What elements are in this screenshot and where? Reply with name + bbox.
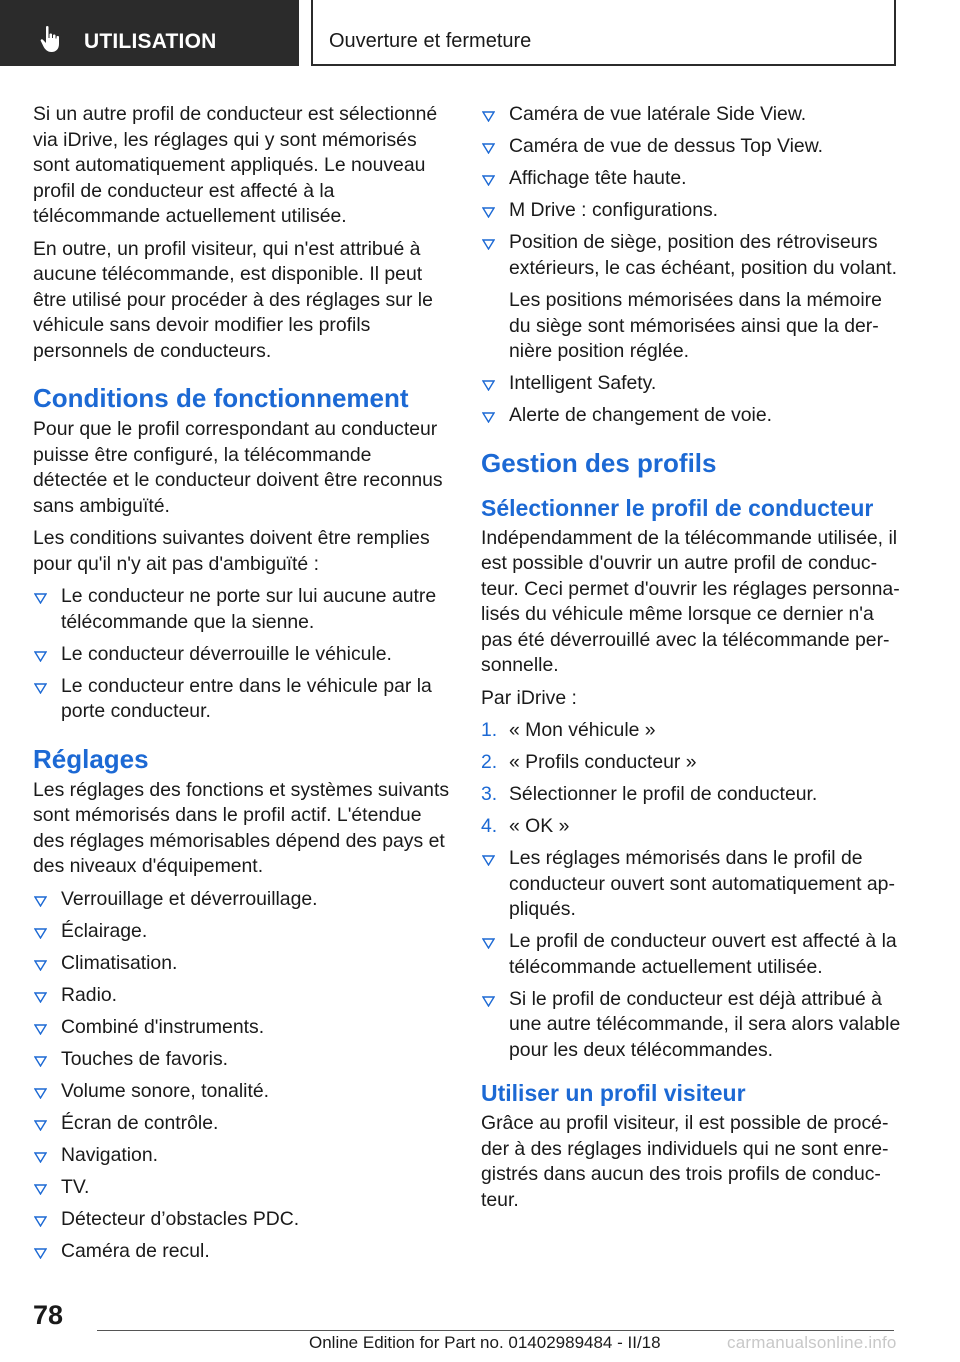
list-item: Touches de favoris. <box>33 1047 451 1073</box>
list-item: Verrouillage et déverrouillage. <box>33 887 451 913</box>
page-number: 78 <box>33 1300 64 1330</box>
triangle-bullet-icon <box>34 928 47 939</box>
subsection-tab <box>311 0 896 66</box>
conditions-list <box>33 584 451 725</box>
settings-list-continued <box>481 102 901 429</box>
heading-reglages: Réglages <box>33 743 149 774</box>
list-item: M Drive : configurations. <box>481 198 901 224</box>
paragraph: Grâce au profil visiteur, il est possible de procéder à des réglages individuels qui ne sont enregistrés dans aucun des trois profils de conducteur. <box>481 1112 889 1211</box>
right-column <box>481 102 901 1220</box>
triangle-bullet-icon <box>482 996 495 1007</box>
step-item: 4. « OK » <box>481 814 901 840</box>
list-item: Climatisation. <box>33 951 451 977</box>
list-item: Combiné d'instruments. <box>33 1015 451 1041</box>
list-item: Le conducteur entre dans le véhicule par la porte conducteur. <box>33 674 451 725</box>
triangle-bullet-icon <box>34 1024 47 1035</box>
triangle-bullet-icon <box>34 651 47 662</box>
triangle-bullet-icon <box>34 683 47 694</box>
footer-divider <box>97 1330 894 1331</box>
list-item: Caméra de vue de dessus Top View. <box>481 134 901 160</box>
step-number: 2. <box>481 751 498 773</box>
triangle-bullet-icon <box>34 1184 47 1195</box>
results-list <box>481 846 901 1063</box>
step-item: 2. « Profils conducteur » <box>481 750 901 776</box>
list-item: Le profil de conducteur ouvert est affecté à la télécommande actuellement utilisée. <box>481 929 901 980</box>
section-title: UTILISATION <box>84 30 217 53</box>
paragraph: Si un autre profil de conducteur est sélectionné via iDrive, les réglages qui y sont mémorisés sont automatiquement appliqués. Le nouveau profil de conducteur est affecté à la télécommande actuellement utilisée. <box>33 103 438 227</box>
step-number: 1. <box>481 719 498 741</box>
step-item: 3. Sélectionner le profil de conducteur. <box>481 782 901 808</box>
list-item: Le conducteur déverrouille le véhicule. <box>33 642 451 668</box>
list-item: Position de siège, position des rétroviseurs extérieurs, le cas échéant, position du volant. Les positions mémorisées dans la mémoire du siège sont mémorisées ainsi que la dernière position réglée. <box>481 230 901 365</box>
list-item: Volume sonore, tonalité. <box>33 1079 451 1105</box>
triangle-bullet-icon <box>34 1120 47 1131</box>
paragraph: Par iDrive : <box>481 686 577 709</box>
list-item: Intelligent Safety. <box>481 371 901 397</box>
triangle-bullet-icon <box>482 175 495 186</box>
subsection-title: Ouverture et fermeture <box>329 30 532 52</box>
triangle-bullet-icon <box>482 855 495 866</box>
list-item: Caméra de vue latérale Side View. <box>481 102 901 128</box>
steps-list <box>481 718 901 840</box>
triangle-bullet-icon <box>482 938 495 949</box>
list-item: Les réglages mémorisés dans le profil de conducteur ouvert sont automatiquement appliqués. <box>481 846 901 923</box>
list-item: Affichage tête haute. <box>481 166 901 192</box>
triangle-bullet-icon <box>34 1152 47 1163</box>
heading-conditions: Conditions de fonctionnement <box>33 383 409 413</box>
watermark: carmanualsonline.info <box>727 1333 897 1352</box>
triangle-bullet-icon <box>482 380 495 391</box>
triangle-bullet-icon <box>34 1088 47 1099</box>
paragraph: En outre, un profil visiteur, qui n'est attribué à aucune télécommande, est disponible. Il peut être utilisé pour procéder à des réglages sur le véhicule sans devoir modifier les profils personnels de conducteurs. <box>33 237 433 362</box>
hand-pointer-icon <box>40 25 66 53</box>
triangle-bullet-icon <box>34 960 47 971</box>
left-column <box>33 102 451 1271</box>
paragraph: Les réglages des fonctions et systèmes suivants sont mémorisés dans le profil actif. L'étendue des réglages mémorisables dépend des pays et des niveaux d'équipement. <box>33 778 450 877</box>
heading-gestion: Gestion des profils <box>481 447 717 478</box>
page-header <box>0 0 960 66</box>
list-item: Navigation. <box>33 1143 451 1169</box>
triangle-bullet-icon <box>34 896 47 907</box>
triangle-bullet-icon <box>482 111 495 122</box>
list-item: Radio. <box>33 983 451 1009</box>
list-item: Alerte de changement de voie. <box>481 403 901 429</box>
list-item: Détecteur d’obstacles PDC. <box>33 1207 451 1233</box>
paragraph: Indépendamment de la télécommande utilisée, il est possible d'ouvrir un autre profil de conducteur. Ceci permet d'ouvrir les réglages personnalisés du véhicule même lorsque ce dernier n'a pas été déverrouillé avec la télécommande personnelle. <box>481 526 900 676</box>
list-item: Le conducteur ne porte sur lui aucune autre télécommande que la sienne. <box>33 584 451 635</box>
triangle-bullet-icon <box>482 412 495 423</box>
seat-memory-note: Les positions mémorisées dans la mémoire du siège sont mémorisées ainsi que la dernière position réglée. <box>509 289 882 362</box>
edition-note: Online Edition for Part no. 01402989484 - II/18 <box>309 1333 661 1352</box>
paragraph: Les conditions suivantes doivent être remplies pour qu'il n'y ait pas d'ambiguïté : <box>33 527 430 575</box>
list-item: Caméra de recul. <box>33 1239 451 1265</box>
list-item: Si le profil de conducteur est déjà attribué à une autre télécommande, il sera alors valable pour les deux télécommandes. <box>481 987 901 1064</box>
step-item: 1. « Mon véhicule » <box>481 718 901 744</box>
heading-select-profile: Sélectionner le profil de conducteur <box>481 494 874 521</box>
triangle-bullet-icon <box>482 207 495 218</box>
list-item: Éclairage. <box>33 919 451 945</box>
list-item: Écran de contrôle. <box>33 1111 451 1137</box>
triangle-bullet-icon <box>34 1248 47 1259</box>
triangle-bullet-icon <box>482 143 495 154</box>
step-number: 4. <box>481 815 498 837</box>
step-number: 3. <box>481 783 498 805</box>
triangle-bullet-icon <box>482 239 495 250</box>
triangle-bullet-icon <box>34 992 47 1003</box>
settings-list <box>33 887 451 1265</box>
heading-visitor-profile: Utiliser un profil visiteur <box>481 1080 746 1106</box>
triangle-bullet-icon <box>34 1056 47 1067</box>
paragraph: Pour que le profil correspondant au conducteur puisse être configuré, la télécommande détectée et le conducteur doivent être reconnus sans ambiguïté. <box>33 418 443 517</box>
triangle-bullet-icon <box>34 1216 47 1227</box>
section-tab <box>0 0 299 66</box>
triangle-bullet-icon <box>34 593 47 604</box>
list-item: TV. <box>33 1175 451 1201</box>
